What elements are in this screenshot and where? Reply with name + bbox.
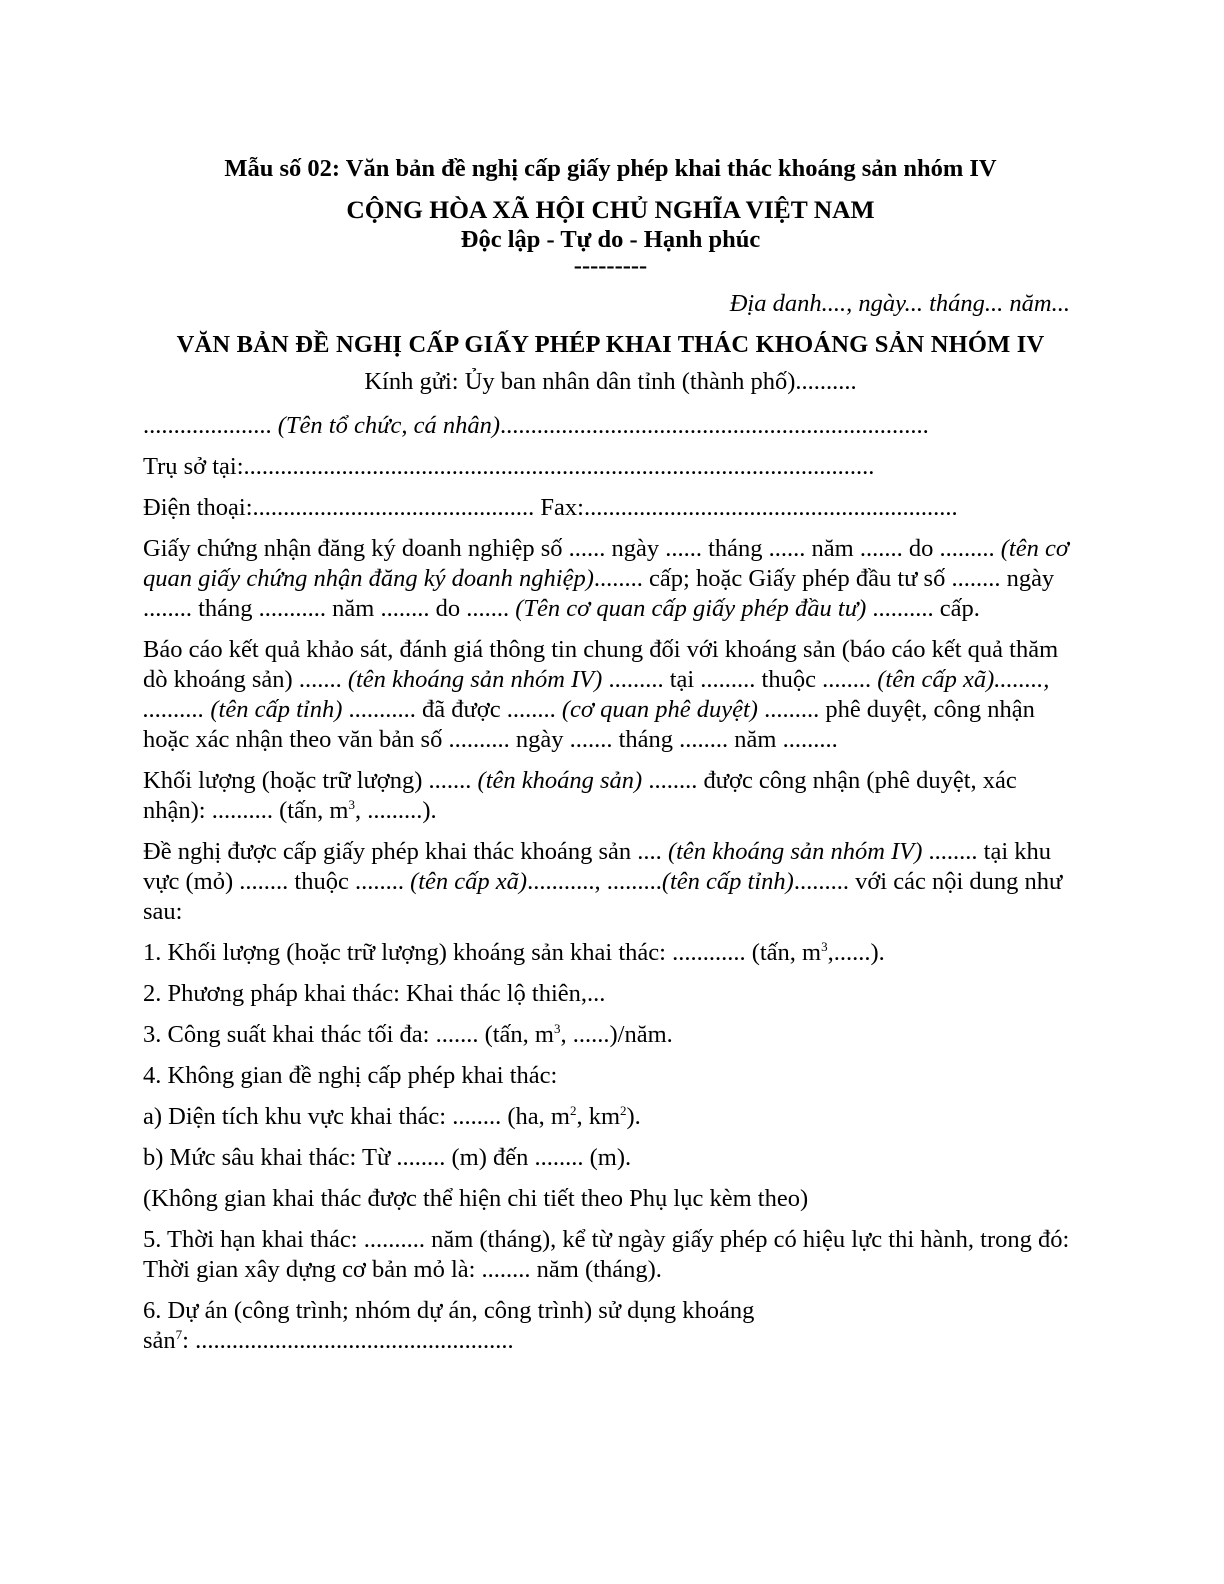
survey-hint-1: (tên khoáng sản nhóm IV) xyxy=(347,666,603,693)
space-appendix-note: (Không gian khai thác được thể hiện chi tiết theo Phụ lục kèm theo) xyxy=(143,1185,809,1212)
survey-text-4: ........... đã được ........ xyxy=(342,696,562,723)
registration-paragraph xyxy=(143,534,1078,624)
item-4b-depth: b) Mức sâu khai thác: Từ ........ (m) đến ........ (m). xyxy=(143,1144,632,1171)
item-6-footnote-mark: 7 xyxy=(175,1326,183,1342)
item-6-text-b: : .................................................... xyxy=(182,1327,514,1354)
request-text-3: ..........., ......... xyxy=(527,868,662,895)
national-motto: Độc lập - Tự do - Hạnh phúc xyxy=(460,226,761,253)
item-3-text-a: 3. Công suất khai thác tối đa: ....... (tấn, m xyxy=(143,1021,554,1048)
volume-text-2: ........ được công nhận (phê duyệt, xác nhận): .......... (tấn, m xyxy=(143,767,1017,824)
headquarters-line: Trụ sở tại:....................................................................................................... xyxy=(143,453,875,480)
volume-text-3: , .........). xyxy=(355,797,437,824)
document-content xyxy=(143,153,1078,1367)
registration-text-2: ........ cấp; hoặc Giấy phép đầu tư số ........ ngày ........ tháng ........... năm ........ do ....... xyxy=(143,565,1055,622)
survey-text-3: ........, .......... xyxy=(143,666,1050,723)
volume-text-1: Khối lượng (hoặc trữ lượng) ....... xyxy=(143,767,478,794)
organization-line xyxy=(143,411,1078,441)
request-hint-3: (tên cấp tỉnh) xyxy=(661,868,794,895)
request-paragraph xyxy=(143,837,1078,927)
item-1-superscript: 3 xyxy=(821,938,828,954)
survey-hint-3: (tên cấp tỉnh) xyxy=(210,696,343,723)
item-3-text-b: , ......)/năm. xyxy=(560,1021,673,1048)
org-trail-dots: ...................................................................... xyxy=(500,412,929,439)
item-4a-text-a: a) Diện tích khu vực khai thác: ........ (ha, m xyxy=(143,1103,570,1130)
phone-fax-line: Điện thoại:.............................................. Fax:............................................................. xyxy=(143,494,958,521)
volume-superscript: 3 xyxy=(348,796,355,812)
registration-hint-2: (Tên cơ quan cấp giấy phép đầu tư) xyxy=(515,595,867,622)
item-4a-text-b: , km xyxy=(576,1103,620,1130)
item-4-space: 4. Không gian đề nghị cấp phép khai thác: xyxy=(143,1062,558,1089)
item-3-capacity xyxy=(143,1020,1078,1050)
survey-paragraph xyxy=(143,635,1078,755)
header-separator: --------- xyxy=(573,252,648,279)
item-5-duration: 5. Thời hạn khai thác: .......... năm (tháng), kể từ ngày giấy phép có hiệu lực thi hành, trong đó: Thời gian xây dựng cơ bản mỏ là: ........ năm (tháng). xyxy=(143,1226,1070,1283)
registration-hint-1: (tên cơ quan giấy chứng nhận đăng ký doanh nghiệp) xyxy=(143,535,1069,592)
survey-hint-2: (tên cấp xã) xyxy=(877,666,995,693)
registration-text-3: .......... cấp. xyxy=(866,595,980,622)
org-lead-dots: ..................... xyxy=(143,412,278,439)
request-hint-1: (tên khoáng sản nhóm IV) xyxy=(667,838,923,865)
registration-text-1: Giấy chứng nhận đăng ký doanh nghiệp số ...... ngày ...... tháng ...... năm ....... do ......... xyxy=(143,535,995,562)
item-6-project xyxy=(143,1296,793,1356)
item-6-text-a: 6. Dự án (công trình; nhóm dự án, công trình) sử dụng khoáng sản xyxy=(143,1297,755,1354)
item-1-text-a: 1. Khối lượng (hoặc trữ lượng) khoáng sản khai thác: ............ (tấn, m xyxy=(143,939,822,966)
place-date-line: Địa danh...., ngày... tháng... năm... xyxy=(729,290,1070,317)
item-3-superscript: 3 xyxy=(554,1020,561,1036)
request-text-4: ......... với các nội dung như sau: xyxy=(143,868,1063,925)
item-4a-text-c: ). xyxy=(626,1103,641,1130)
survey-hint-4: (cơ quan phê duyệt) xyxy=(561,696,758,723)
item-4a-area xyxy=(143,1102,1078,1132)
recipient-line: Kính gửi: Ủy ban nhân dân tỉnh (thành phố).......... xyxy=(364,368,857,395)
national-title: CỘNG HÒA XÃ HỘI CHỦ NGHĨA VIỆT NAM xyxy=(346,195,875,224)
survey-text-5: ......... phê duyệt, công nhận hoặc xác nhận theo văn bản số .......... ngày ....... tháng ........ năm ......... xyxy=(143,696,1035,753)
form-title: Mẫu số 02: Văn bản đề nghị cấp giấy phép khai thác khoáng sản nhóm IV xyxy=(224,155,997,182)
item-4a-superscript-1: 2 xyxy=(569,1102,577,1118)
org-name-hint: (Tên tổ chức, cá nhân) xyxy=(277,412,500,439)
request-text-2: ........ tại khu vực (mỏ) ........ thuộc ........ xyxy=(143,838,1052,895)
volume-paragraph xyxy=(143,766,1078,826)
request-text-1: Đề nghị được cấp giấy phép khai thác khoáng sản .... xyxy=(143,838,668,865)
document-title: VĂN BẢN ĐỀ NGHỊ CẤP GIẤY PHÉP KHAI THÁC KHOÁNG SẢN NHÓM IV xyxy=(176,331,1045,358)
volume-hint-1: (tên khoáng sản) xyxy=(477,767,643,794)
request-hint-2: (tên cấp xã) xyxy=(410,868,528,895)
survey-text-2: ......... tại ......... thuộc ........ xyxy=(602,666,878,693)
item-1-volume xyxy=(143,938,1078,968)
item-2-method: 2. Phương pháp khai thác: Khai thác lộ thiên,... xyxy=(143,980,606,1007)
item-1-text-b: ,......). xyxy=(827,939,885,966)
survey-text-1: Báo cáo kết quả khảo sát, đánh giá thông tin chung đối với khoáng sản (báo cáo kết quả thăm dò khoáng sản) ....... xyxy=(143,636,1059,693)
item-4a-superscript-2: 2 xyxy=(620,1102,627,1118)
